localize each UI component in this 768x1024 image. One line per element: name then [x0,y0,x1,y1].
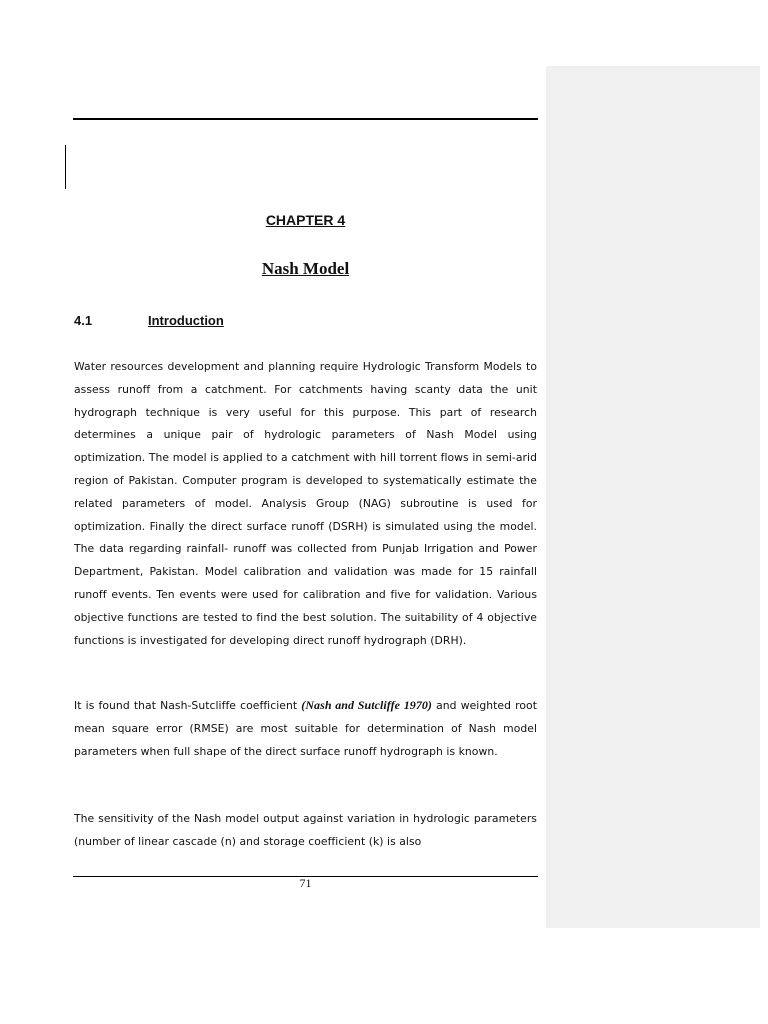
chapter-heading: CHAPTER 4 [265,212,346,228]
header-rule [73,118,538,120]
paragraph-findings-text-after: and weighted root mean square error (RMSE) are most suitable for determination of Nash model parameters when full shape of the direct surface runoff hydrograph is known. [74,699,537,758]
paragraph-introduction: Water resources development and planning require Hydrologic Transform Models to assess runoff from a catchment. For catchments having scanty data the unit hydrograph technique is very useful for this purpose. This part of research determines a unique pair of hydrologic parameters of Nash Model using optimization. The model is applied to a catchment with hill torrent flows in semi-arid region of Pakistan. Computer program is developed to systematically estimate the related parameters of model. Analysis Group (NAG) subroutine is used for optimization. Finally the direct surface runoff (DSRH) is simulated using the model. The data regarding rainfall- runoff was collected from Punjab Irrigation and Power Department, Pakistan. Model calibration and validation was made for 15 rainfall runoff events. Ten events were used for calibration and five for validation. Various objective functions are tested to find the best solution. The suitability of 4 objective functions is investigated for developing direct runoff hydrograph (DRH). [74,360,537,647]
paragraph-findings [74,694,537,763]
citation: (Nash and Sutcliffe 1970) [301,698,432,712]
section-number: 4.1 [74,313,93,328]
paragraph-findings-text-before: It is found that Nash-Sutcliffe coefficient [74,699,302,712]
paragraph-sensitivity: The sensitivity of the Nash model output against variation in hydrologic parameters (number of linear cascade (n) and storage coefficient (k) is also [74,812,537,848]
chapter-title: Nash Model [261,259,350,278]
section-title: Introduction [148,313,224,328]
change-bar [65,145,66,189]
section-heading [74,313,224,328]
page-number: 71 [299,876,312,890]
comment-pane [546,66,760,928]
